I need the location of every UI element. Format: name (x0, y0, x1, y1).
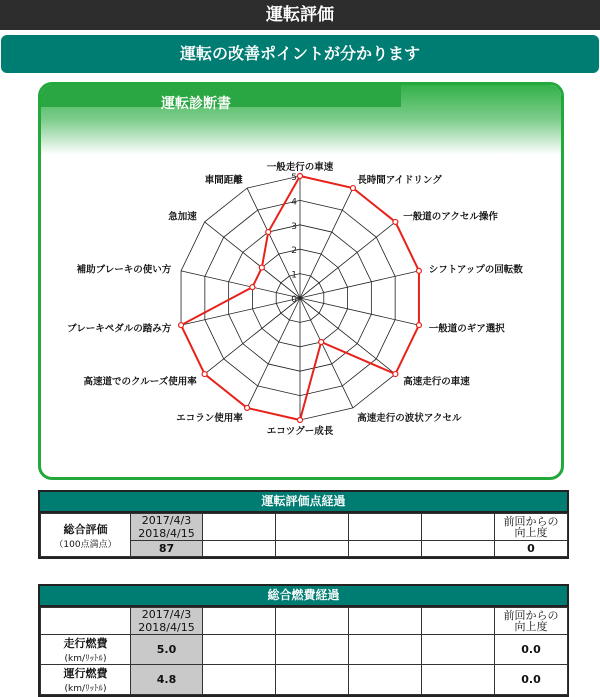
subtitle-banner: 運転の改善ポイントが分かります (1, 35, 599, 73)
radar-scale-tick: 1 (291, 270, 297, 281)
empty-cell (349, 608, 422, 635)
operating-fuel-label (41, 665, 131, 695)
empty-cell (349, 665, 422, 695)
radar-category-label: 一般走行の車速 (266, 162, 334, 173)
operating-fuel-improvement: 0.0 (495, 665, 568, 695)
radar-category-label: ブレーキペダルの踏み方 (67, 323, 172, 335)
radar-scale-tick: 4 (291, 197, 297, 208)
total-score-sublabel: （100点満点） (54, 539, 117, 550)
empty-cell (276, 608, 349, 635)
radar-data-point (393, 219, 398, 224)
running-fuel-label (41, 635, 131, 665)
total-score-value: 87 (131, 541, 203, 557)
radar-category-label: 高速走行の波状アクセル (357, 412, 462, 424)
fuel-date-2: 2018/4/15 (138, 621, 195, 634)
fuel-improvement-label: 前回からの 向上度 (495, 608, 568, 635)
operating-fuel-label-text: 運行燃費 (63, 667, 108, 680)
empty-cell (422, 665, 495, 695)
radar-data-point (202, 372, 207, 377)
radar-category-label: 長時間アイドリング (357, 175, 442, 187)
radar-data-point (416, 323, 421, 328)
radar-data-point (393, 372, 398, 377)
running-fuel-improvement: 0.0 (495, 635, 568, 665)
empty-cell (422, 541, 495, 557)
operating-fuel-value: 4.8 (131, 665, 203, 695)
empty-cell (422, 635, 495, 665)
radar-scale-tick: 0 (291, 295, 297, 305)
score-improvement-label: 前回からの 向上度 (495, 514, 568, 541)
radar-category-label: 一般道のギア選択 (428, 323, 505, 335)
operating-fuel-unit: (km/ﾘｯﾄﾙ) (64, 684, 107, 694)
radar-category-label: 補助ブレーキの使い方 (76, 264, 172, 276)
running-fuel-value: 5.0 (131, 635, 203, 665)
fuel-date-1: 2017/4/3 (141, 608, 192, 621)
radar-category-label: 高速走行の車速 (403, 376, 470, 388)
score-date-1: 2017/4/3 (141, 514, 192, 527)
score-table (40, 513, 568, 557)
empty-cell (276, 665, 349, 695)
radar-spoke (181, 298, 300, 325)
score-date-2: 2018/4/15 (138, 527, 195, 540)
score-improvement-value: 0 (495, 541, 568, 557)
diagnosis-title: 運転診断書 (161, 96, 231, 112)
running-fuel-label-text: 走行燃費 (63, 637, 108, 650)
fuel-dates (131, 608, 203, 635)
radar-category-label: エコツグー成長 (266, 426, 334, 437)
fuel-table (40, 607, 568, 695)
empty-cell (276, 514, 349, 541)
radar-category-label: 一般道のアクセル操作 (403, 211, 498, 223)
radar-category-label: シフトアップの回転数 (428, 264, 523, 276)
radar-spoke (300, 271, 419, 298)
radar-data-point (416, 268, 421, 273)
radar-data-point (298, 418, 303, 423)
radar-scale-tick: 2 (291, 246, 297, 257)
radar-spoke (300, 298, 419, 325)
empty-cell (203, 514, 276, 541)
empty-cell (276, 541, 349, 557)
score-dates (131, 514, 203, 541)
empty-cell (41, 608, 131, 635)
radar-category-label: 高速道でのクルーズ使用率 (83, 376, 197, 388)
radar-data-point (259, 265, 264, 270)
running-fuel-unit: (km/ﾘｯﾄﾙ) (64, 654, 107, 664)
empty-cell (422, 514, 495, 541)
empty-cell (349, 541, 422, 557)
radar-category-label: 急加速 (168, 211, 197, 223)
radar-scale-tick: 3 (291, 221, 297, 232)
empty-cell (203, 541, 276, 557)
empty-cell (349, 635, 422, 665)
empty-cell (203, 608, 276, 635)
radar-category-label: 車間距離 (204, 175, 243, 187)
score-section-title: 運転評価点経過 (40, 492, 567, 513)
radar-chart (41, 85, 561, 477)
fuel-section-title: 総合燃費経過 (40, 586, 567, 607)
empty-cell (203, 635, 276, 665)
total-score-label-text: 総合評価 (63, 522, 108, 536)
page-title: 運転評価 (0, 0, 600, 30)
radar-data-point (245, 405, 250, 410)
radar-category-label: エコラン使用率 (176, 412, 243, 424)
radar-data-point (298, 174, 303, 179)
total-score-label (41, 514, 131, 557)
radar-data-point (319, 339, 324, 344)
empty-cell (422, 608, 495, 635)
score-section (38, 490, 569, 559)
radar-scale-tick: 5 (291, 173, 297, 183)
empty-cell (276, 635, 349, 665)
radar-data-point (250, 285, 255, 290)
radar-data-point (179, 323, 184, 328)
empty-cell (203, 665, 276, 695)
diagnosis-panel (38, 82, 564, 480)
radar-data-point (350, 186, 355, 191)
fuel-section (38, 584, 569, 697)
empty-cell (349, 514, 422, 541)
radar-data-point (266, 230, 271, 235)
